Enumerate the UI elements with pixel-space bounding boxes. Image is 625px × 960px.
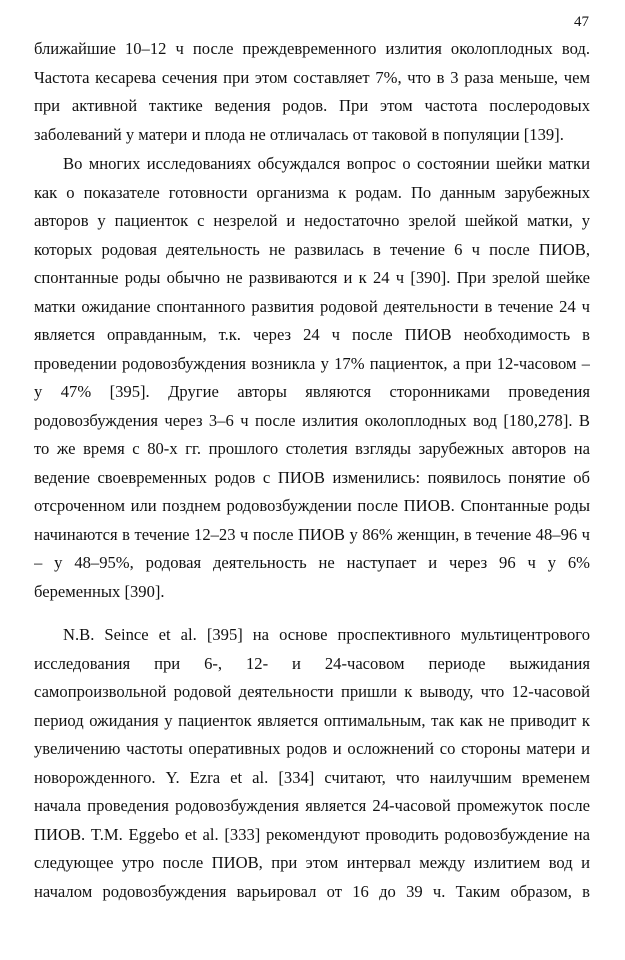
text-line: заболеваний у матери и плода не отличалась от таковой в популяции [139]. — [34, 124, 564, 144]
text-line: следующее утро после ПИОВ, при этом интервал между излитием вод и — [34, 853, 590, 872]
text-line: у 47% [395]. Другие авторы являются сторонниками проведения — [34, 382, 590, 401]
text-line: началом родовозбуждения варьировал от 16 до 39 ч. Таким образом, в — [34, 881, 590, 901]
text-line: спонтанные роды обычно не развиваются и к 24 ч [390]. При зрелой шейке — [34, 268, 590, 287]
text-line: отсроченном или позднем родовозбуждении после ПИОВ. Спонтанные роды — [34, 496, 590, 515]
text-line: которых родовая деятельность не развилась в течение 6 ч после ПИОВ, — [34, 239, 590, 259]
paragraph-2 — [34, 150, 590, 606]
text-line: N.B. Seince et al. [395] на основе проспективного мультицентрового — [63, 625, 590, 644]
paragraph-3 — [34, 621, 590, 906]
paragraph-1 — [34, 35, 590, 149]
text-line: увеличению частоты оперативных родов и осложнений со стороны матери и — [34, 739, 590, 758]
text-line: проведении родовозбуждения возникла у 17% пациенток, а при 12-часовом – — [34, 353, 590, 373]
text-line: Частота кесарева сечения при этом составляет 7%, что в 3 раза меньше, чем — [34, 67, 590, 87]
text-line: начинаются в течение 12–23 ч после ПИОВ у 86% женщин, в течение 48–96 ч — [34, 524, 590, 544]
text-line: является оправданным, т.к. через 24 ч после ПИОВ необходимость в — [34, 325, 590, 344]
text-line: как о показателе готовности организма к родам. По данным зарубежных — [34, 182, 590, 202]
text-line: самопроизвольной родовой деятельности пришли к выводу, что 12-часовой — [34, 682, 590, 701]
text-line: родовозбуждения через 3–6 ч после излития околоплодных вод [180,278]. В — [34, 410, 590, 430]
text-line: авторов у пациенток с незрелой и недостаточно зрелой шейкой матки, у — [34, 211, 590, 230]
text-line: ПИОВ. T.M. Eggebo et al. [333] рекомендуют проводить родовозбуждение на — [34, 824, 590, 844]
text-line: матки ожидание спонтанного развития родовой деятельности в течение 24 ч — [34, 296, 590, 316]
text-line: беременных [390]. — [34, 581, 165, 601]
text-line: – у 48–95%, родовая деятельность не наступает и через 96 ч у 6% — [34, 553, 590, 572]
text-line: период ожидания у пациенток является оптимальным, так как не приводит к — [34, 710, 590, 730]
text-line: при активной тактике ведения родов. При этом частота послеродовых — [34, 96, 590, 115]
page-number: 47 — [574, 14, 589, 30]
text-line: Во многих исследованиях обсуждался вопрос о состоянии шейки матки — [63, 154, 590, 173]
text-line: ближайшие 10–12 ч после преждевременного излития околоплодных вод. — [34, 39, 590, 58]
text-line: начала проведения родовозбуждения является 24-часовой промежуток после — [34, 796, 590, 815]
text-line: исследования при 6-, 12- и 24-часовом периоде выжидания — [34, 653, 590, 673]
text-line: то же время с 80-х гг. прошлого столетия взгляды зарубежных авторов на — [34, 439, 590, 458]
text-line: ведение своевременных родов с ПИОВ изменились: появилось понятие об — [34, 467, 590, 487]
text-line: новорожденного. Y. Ezra et al. [334] считают, что наилучшим временем — [34, 767, 590, 787]
